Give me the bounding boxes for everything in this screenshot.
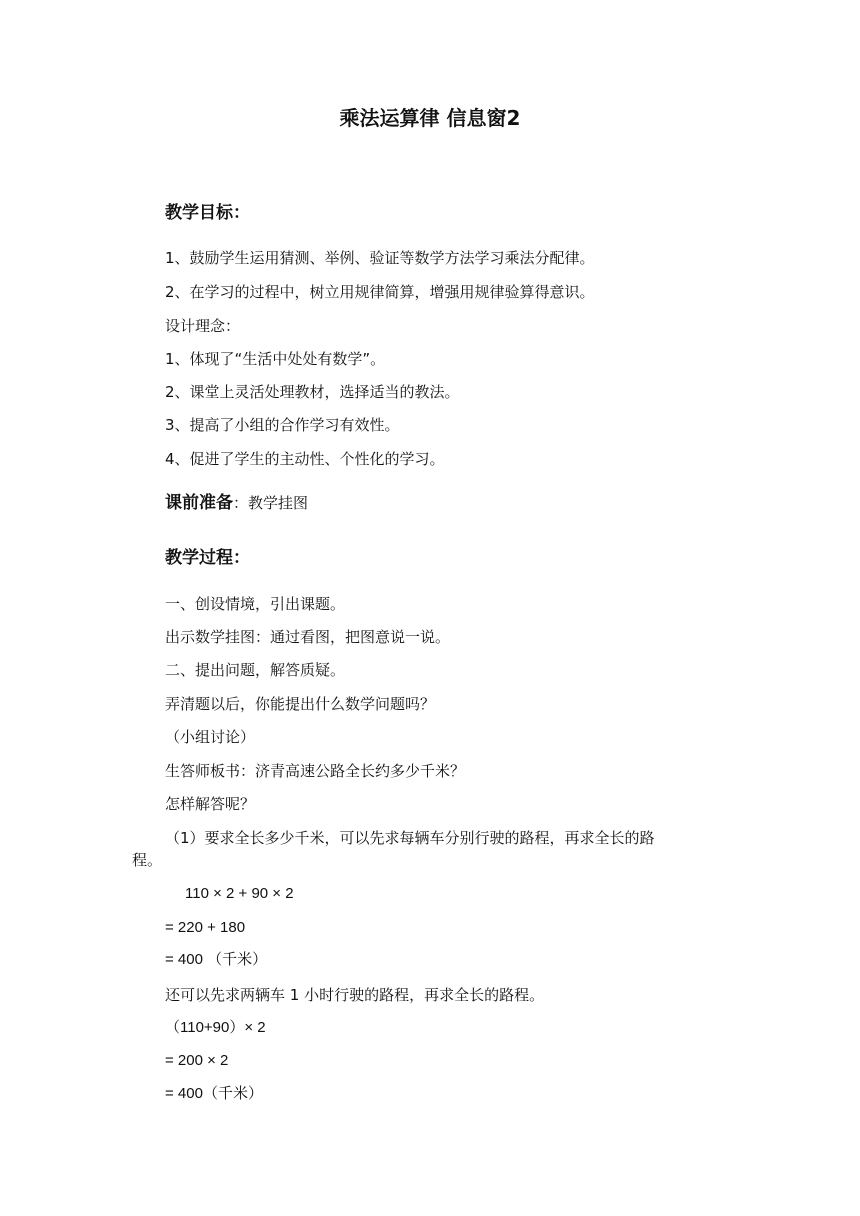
calc2-line: （110+90）× 2 — [165, 1019, 266, 1036]
design-item: 2、课堂上灵活处理教材，选择适当的教法。 — [165, 383, 460, 401]
calc2-line: = 200 × 2 — [165, 1052, 229, 1069]
process-line: （小组讨论） — [165, 728, 256, 746]
objective-item: 2、在学习的过程中，树立用规律简算，增强用规律验算得意识。 — [165, 283, 595, 301]
prep-value: ：教学挂图 — [233, 494, 309, 512]
process-line: 出示数学挂图：通过看图，把图意说一说。 — [165, 628, 451, 646]
design-label: 设计理念： — [165, 317, 241, 335]
objectives-heading: 教学目标： — [165, 203, 250, 223]
calc1-line: = 400 （千米） — [165, 951, 268, 968]
prep-label: 课前准备 — [165, 493, 233, 513]
process-heading: 教学过程： — [165, 548, 250, 568]
calc1-line: = 220 + 180 — [165, 919, 246, 936]
method1-line-wrap: 程。 — [132, 851, 163, 869]
calc1-line: 110 × 2 + 90 × 2 — [185, 885, 294, 902]
prep-line — [165, 493, 308, 513]
process-line: 怎样解答呢？ — [165, 795, 256, 813]
objective-item: 1、鼓励学生运用猜测、举例、验证等数学方法学习乘法分配律。 — [165, 249, 595, 267]
document-title: 乘法运算律 信息窗2 — [339, 106, 521, 130]
process-line: 生答师板书：济青高速公路全长约多少千米？ — [165, 762, 466, 780]
method1-line: （1）要求全长多少千米，可以先求每辆车分别行驶的路程，再求全长的路 — [165, 829, 655, 847]
process-line: 二、提出问题，解答质疑。 — [165, 661, 346, 679]
alt-method-line: 还可以先求两辆车 1 小时行驶的路程，再求全长的路程。 — [165, 986, 545, 1004]
calc2-line: = 400（千米） — [165, 1085, 263, 1102]
design-item: 1、体现了“生活中处处有数学”。 — [165, 350, 386, 368]
design-item: 4、促进了学生的主动性、个性化的学习。 — [165, 450, 445, 468]
design-item: 3、提高了小组的合作学习有效性。 — [165, 416, 400, 434]
process-line: 弄清题以后，你能提出什么数学问题吗？ — [165, 695, 436, 713]
process-line: 一、创设情境，引出课题。 — [165, 595, 346, 613]
